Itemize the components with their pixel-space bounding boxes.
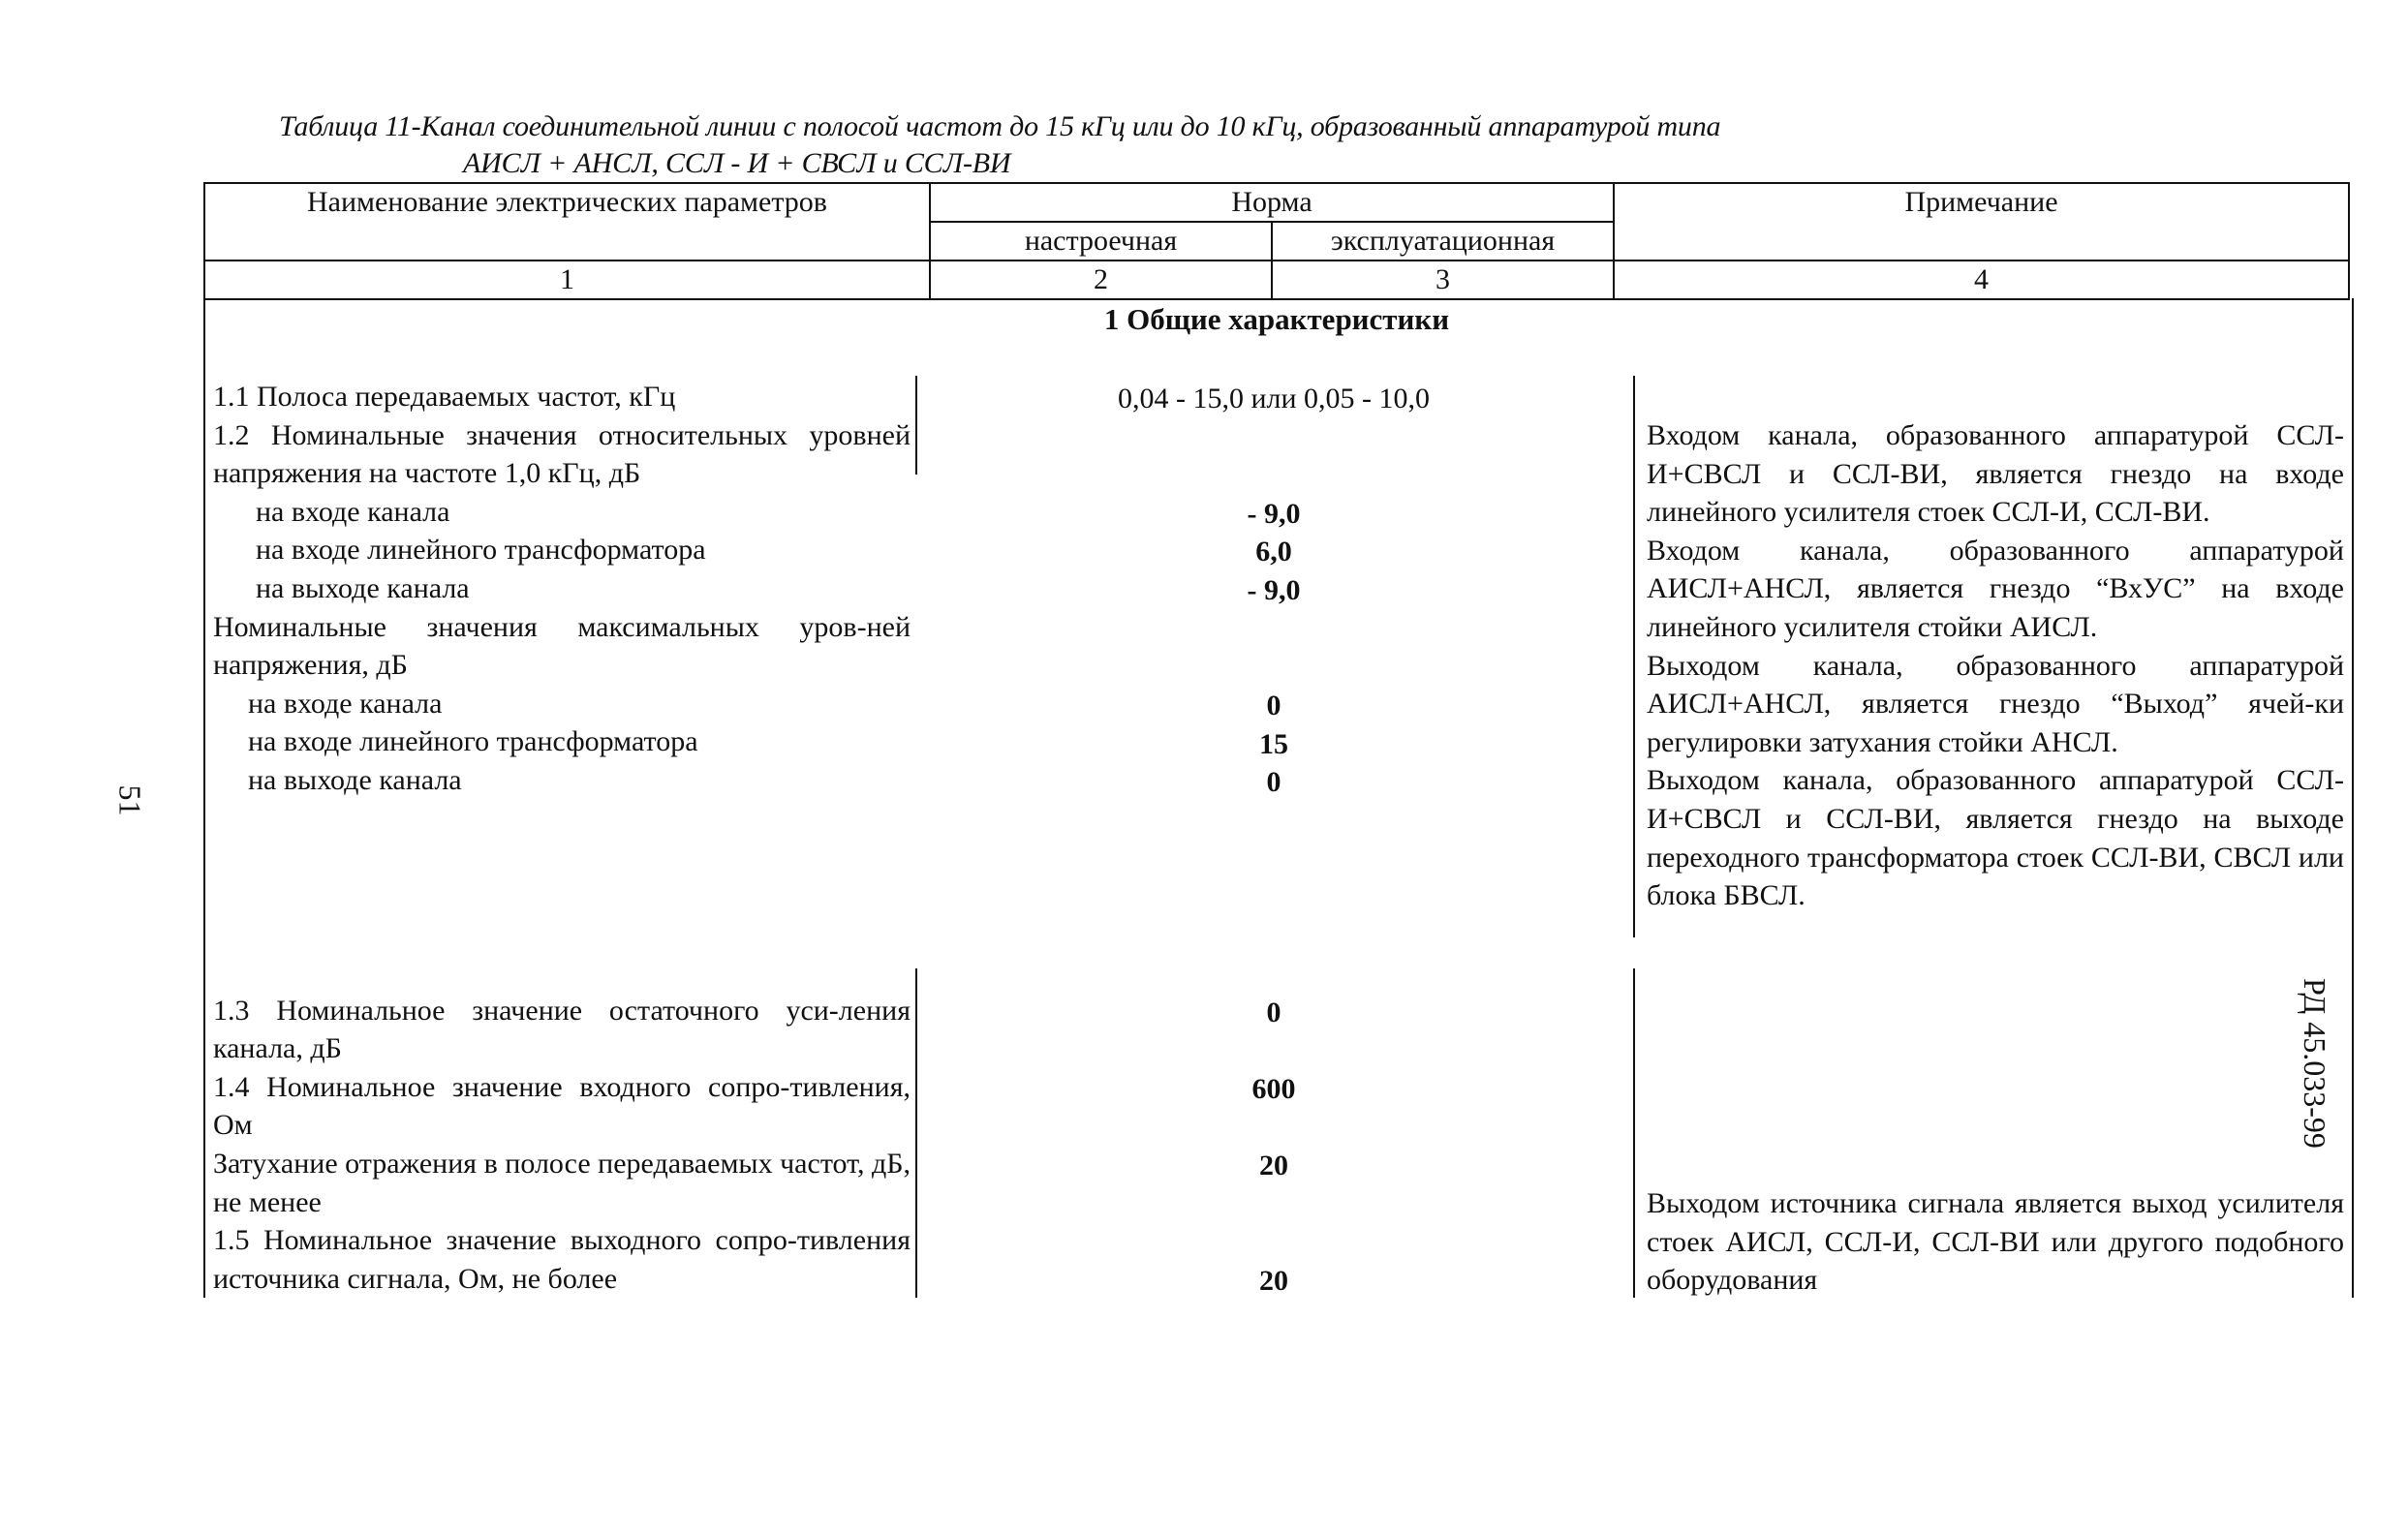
value-return-loss: 20 [1259,1150,1288,1181]
column-number-1: 1 [204,261,930,299]
param-1-3: 1.3 Номинальное значение остаточного уси-ления канала, дБ [213,994,911,1065]
header-param-name: Наименование электрических параметров [204,183,930,261]
note-signal-source: Выходом источника сигнала является выход усилителя стоек АИСЛ, ССЛ-И, ССЛ-ВИ или другого подобного оборудования [1647,1187,2344,1297]
param-1-4: 1.4 Номинальное значение входного сопро-тивления, Ом [213,1070,911,1142]
header-norm: Норма [930,183,1614,222]
page-number: 51 [112,784,148,816]
column-number-2: 2 [930,261,1272,299]
param-1-2: 1.2 Номинальные значения относительных уровней напряжения на частоте 1,0 кГц, дБ [213,418,911,490]
note-input-aisl: Входом канала, образованного аппаратурой АИСЛ+АНСЛ, является гнездо “ВхУС” на входе линейного усилителя стойки АИСЛ. [1647,534,2344,643]
notes-block-2 [1647,1184,2344,1300]
value-1-5: 20 [1259,1265,1288,1297]
caption-line-1: Таблица 11-Канал соединительной линии с полосой частот до 15 кГц или до 10 кГц, образованный аппаратурой типа [279,110,1721,142]
header-note: Примечание [1614,183,2349,261]
notes-block-1 [1647,416,2344,915]
value-1-2-input: - 9,0 [1247,498,1301,530]
note-input-ssl: Входом канала, образованного аппаратурой ССЛ-И+СВСЛ и ССЛ-ВИ, является гнездо на входе линейного усилителя стоек ССЛ-И, ССЛ-ВИ. [1647,419,2344,529]
parameters-column [213,378,911,1298]
column-divider [1633,968,1635,1298]
param-1-2-transformer: на входе линейного трансформатора [256,534,706,567]
param-1-5: 1.5 Номинальное значение выходного сопро-тивления источника сигнала, Ом, не более [213,1224,911,1295]
param-max-transformer: на входе линейного трансформатора [248,725,698,758]
value-1-1: 0,04 - 15,0 или 0,05 - 10,0 [1117,383,1431,414]
param-max-output: на выходе канала [248,763,462,796]
value-max-input: 0 [1266,690,1281,721]
value-max-output: 0 [1266,766,1281,798]
header-operational: эксплуатационная [1272,222,1614,261]
table-caption [279,108,2313,182]
column-number-4: 4 [1614,261,2349,299]
value-max-transformer: 15 [1259,728,1288,760]
column-divider [1633,376,1635,937]
param-return-loss: Затухание отражения в полосе передаваемых частот, дБ, не менее [213,1147,911,1218]
value-1-4: 600 [1251,1073,1296,1105]
value-1-2-transformer: 6,0 [1255,536,1292,568]
param-max-levels: Номинальные значения максимальных уров-ней напряжения, дБ [213,610,911,682]
header-setup: настроечная [930,222,1272,261]
param-max-input: на входе канала [248,687,443,720]
document-code: РД 45.033-99 [2298,978,2332,1149]
spacer [213,800,911,992]
note-output-ansl: Выходом канала, образованного аппаратурой АИСЛ+АНСЛ, является гнездо “Выход” ячей-ки регулировки затухания стойки АНСЛ. [1647,649,2344,758]
table-header [203,182,2350,300]
column-number-3: 3 [1272,261,1614,299]
param-1-2-output: на выходе канала [256,571,470,604]
value-1-3: 0 [1266,997,1281,1028]
param-1-1: 1.1 Полоса передаваемых частот, кГц [213,381,676,413]
value-1-2-output: - 9,0 [1247,574,1301,606]
caption-line-2: АИСЛ + АНСЛ, ССЛ - И + СВСЛ и ССЛ-ВИ [463,147,1011,179]
section-title: 1 Общие характеристики [1103,302,1450,336]
note-output-ssl: Выходом канала, образованного аппаратурой ССЛ-И+СВСЛ и ССЛ-ВИ, является гнездо на выходе переходного трансформатора стоек ССЛ-ВИ, СВСЛ или блока БВСЛ. [1647,764,2344,912]
param-1-2-input: на входе канала [256,495,450,528]
